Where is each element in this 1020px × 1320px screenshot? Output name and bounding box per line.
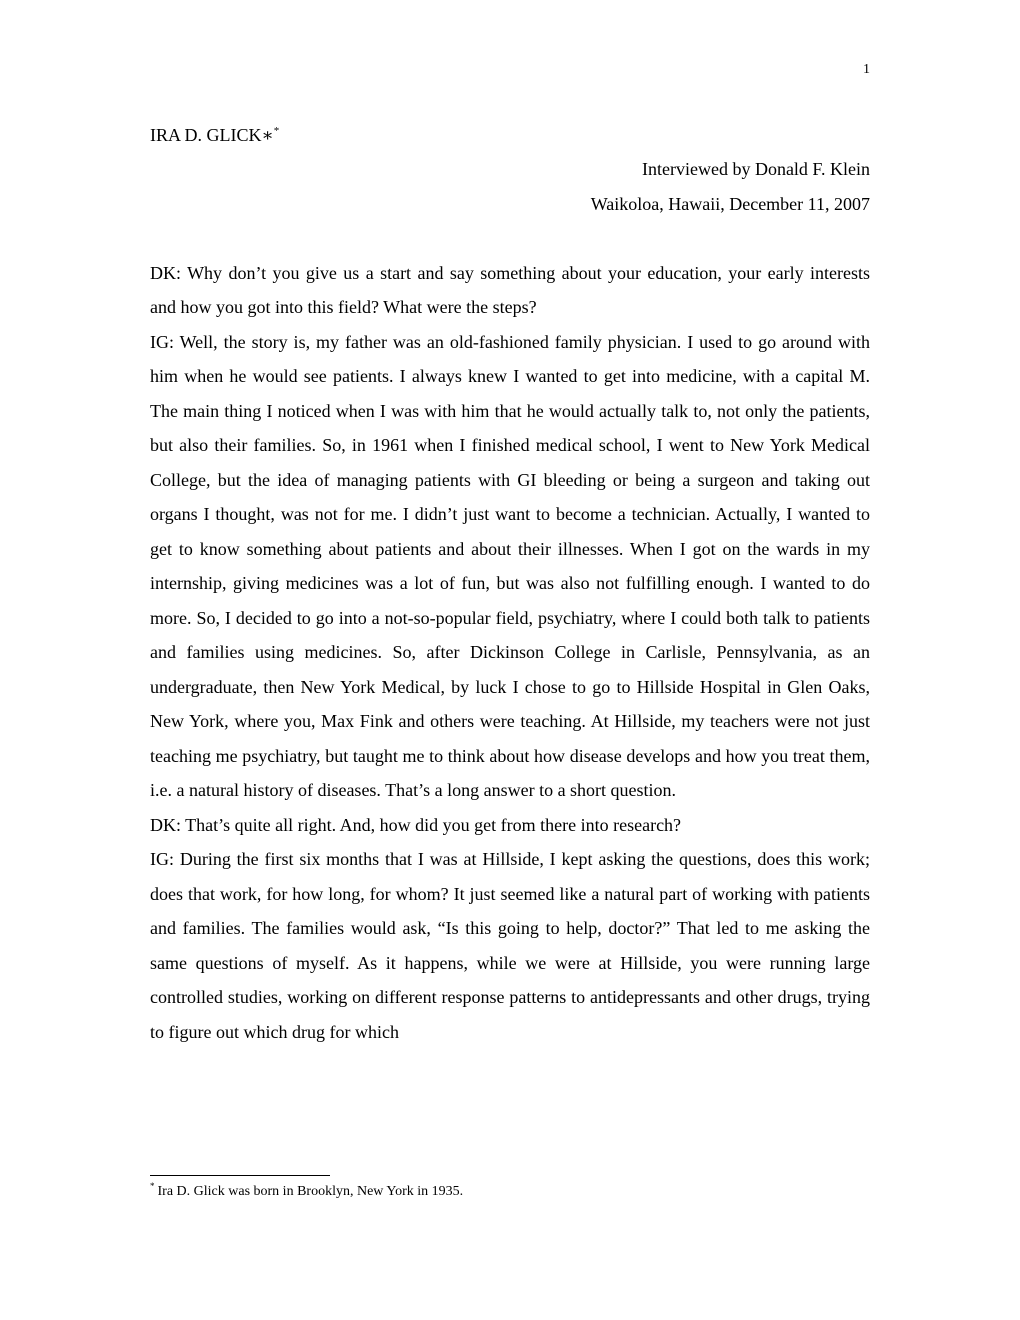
paragraph-dk-question-2: DK: That’s quite all right. And, how did you get from there into research? xyxy=(150,814,682,835)
footnote-mark: * xyxy=(150,1181,155,1192)
page-number: 1 xyxy=(863,62,870,77)
footnote-divider xyxy=(150,1175,330,1176)
interviewer-line: Interviewed by Donald F. Klein xyxy=(641,159,870,179)
paragraph-ig-answer-1: IG: Well, the story is, my father was an old-fashioned family physician. I used to go around with him when he would see patients. I always knew I wanted to get into medicine, with a capital M. The main thing I noticed when I was with him that he would actually talk to, not only the patients, but also their families. So, in 1961 when I finished medical school, I went to New York Medical College, but the idea of managing patients with GI bleeding or being a surgeon and taking out organs I thought, was not for me. I didn’t just want to become a technician. Actually, I wanted to get to know something about patients and about their illnesses. When I got on the wards in my internship, giving medicines was a lot of fun, but was also not fulfilling enough. I wanted to do more. So, I decided to go into a not-so-popular field, psychiatry, where I could both talk to patients and families using medicines. So, after Dickinson College in Carlisle, Pennsylvania, as an undergraduate, then New York Medical, by luck I chose to go to Hillside Hospital in Glen Oaks, New York, where you, Max Fink and others were teaching. At Hillside, my teachers were not just teaching me psychiatry, but taught me to think about how disease develops and how you treat them, i.e. a natural history of diseases. That’s a long answer to a short question. xyxy=(150,331,870,800)
title-footnote-superscript: * xyxy=(273,125,280,137)
interview-title xyxy=(150,118,870,152)
interview-text xyxy=(150,256,870,1050)
document-body xyxy=(150,118,870,1049)
title-footnote-marker: ∗ xyxy=(261,125,274,145)
location-date-line: Waikoloa, Hawaii, December 11, 2007 xyxy=(590,193,870,214)
footnote xyxy=(150,1182,463,1202)
footnote-text: Ira D. Glick was born in Brooklyn, New York in 1935. xyxy=(157,1184,464,1199)
paragraph-ig-answer-2: IG: During the first six months that I was at Hillside, I kept asking the questions, does this work; does that work, for how long, for whom? It just seemed like a natural part of working with patients and families. The families would ask, “Is this going to help, doctor?” That led to me asking the same questions of myself. As it happens, while we were at Hillside, you were running large controlled studies, working on different response patterns to antidepressants and other drugs, trying to figure out which drug for which xyxy=(150,849,870,1042)
interviewee-name: IRA D. GLICK xyxy=(150,125,262,145)
paragraph-dk-question-1: DK: Why don’t you give us a start and say something about your education, your early interests and how you got into this field? What were the steps? xyxy=(150,262,870,317)
spacer xyxy=(150,221,870,256)
